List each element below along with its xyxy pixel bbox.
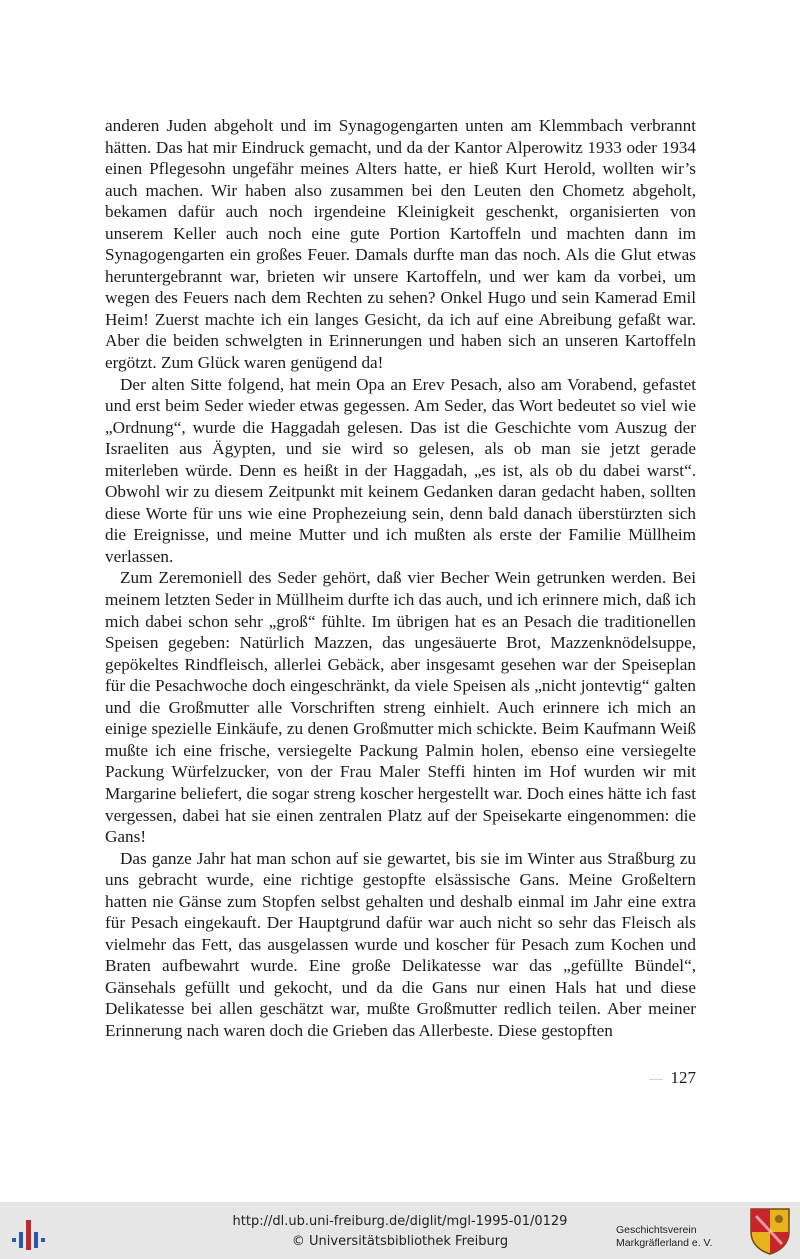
footer-copyright: © Universitätsbibliothek Freiburg <box>291 1234 509 1249</box>
library-logo-icon[interactable] <box>10 1210 50 1252</box>
paragraph-4: Das ganze Jahr hat man schon auf sie gewartet, bis sie im Winter aus Straßburg zu uns gebracht wurde, eine richtige gestopfte elsässische Gans. Meine Großeltern hatten nie Gänse zum Stopfen selbst gehalten und deshalb einmal im Jahr eine extra für Pesach eingekauft. Der Hauptgrund dafür war auch nicht so sehr das Fleisch als vielmehr das Fett, das ausgelassen wurde und koscher für Pesach zum Kochen und Braten aufbewahrt wurde. Eine große Delikatesse war das „gefüllte Bündel“, Gänsehals gefüllt und gekocht, und da die Gans nur einen Hals hat und diese Delikatesse bei allen geschätzt war, mußte Großmutter redlich teilen. Aber meiner Erinnerung nach waren doch die Grieben das Allerbeste. Diese gestopften <box>105 848 696 1040</box>
page-number <box>640 1068 696 1088</box>
footer-bar <box>0 1202 800 1259</box>
page-number-value: 127 <box>670 1068 696 1087</box>
page-body <box>105 115 696 1042</box>
footer-center <box>180 1212 620 1252</box>
paragraph-2: Der alten Sitte folgend, hat mein Opa an Erev Pesach, also am Vorabend, gefastet und erst beim Seder wieder etwas gegessen. Am Seder, das Wort bedeutet so viel wie „Ordnung“, wurde die Haggadah gelesen. Das ist die Geschichte vom Auszug der Israeliten aus Ägypten, und sie wird so gelesen, als ob man sie jetzt gerade miterleben würde. Denn es heißt in der Haggadah, „es ist, als ob du dabei warst“. Obwohl wir zu diesem Zeitpunkt mit keinem Gedanken daran gedacht haben, sollten diese Worte für uns wie eine Prophezeiung sein, denn bald danach überstürzten sich die Ereignisse, und meine Mutter und ich mußten als erste der Familie Müllheim verlassen. <box>105 374 696 566</box>
paragraph-3: Zum Zeremoniell des Seder gehört, daß vier Becher Wein getrunken werden. Bei meinem letzten Seder in Müllheim durfte ich das auch, und ich erinnere mich, daß ich mich dabei schon sehr „groß“ fühlte. Im übrigen hat es an Pesach die traditionellen Speisen gegeben: Natürlich Mazzen, das ungesäuerte Brot, Mazzenknödelsuppe, gepökeltes Rindfleisch, allerlei Gebäck, aber insgesamt gesehen war der Speiseplan für die Pesachwoche doch eingeschränkt, da viele Speisen als „nicht jontevtig“ galten und die Großmutter alle Vorschriften streng einhielt. Auch erinnere ich mich an einige spezielle Einkäufe, zu denen Großmutter mich schickte. Beim Kaufmann Weiß mußte ich eine frische, versiegelte Packung Palmin holen, ebenso eine versiegelte Packung Würfelzucker, von der Frau Maler Steffi hinten im Hof wurden wir mit Margarine beliefert, die sogar streng koscher hergestellt war. Doch eines hätte ich fast vergessen, dabei hat sie einen zentralen Platz auf der Speisekarte eingenommen: die Gans! <box>105 568 696 847</box>
coat-of-arms-icon[interactable] <box>748 1206 792 1256</box>
society-name <box>616 1224 713 1250</box>
society-name-line2: Markgräflerland e. V. <box>616 1237 713 1249</box>
paragraph-1: anderen Juden abgeholt und im Synagogengarten unten am Klemmbach verbrannt hätten. Das hat mir Eindruck gemacht, und da der Kantor Alperowitz 1933 oder 1934 einen Pflegesohn ungefähr meines Alters hatte, er hieß Kurt Herold, wollten wir’s auch machen. Wir haben also zusammen bei den Leuten den Chometz abgeholt, bekamen dafür auch noch irgendeine Kleinigkeit geschenkt, organisierten von unserem Keller auch noch eine gute Portion Kartoffeln und machten dann im Synagogengarten ein großes Feuer. Damals durfte man das noch. Als die Glut etwas heruntergebrannt war, brieten wir unsere Kartoffeln, und wer kam da vorbei, um wegen des Feuers nach dem Rechten zu sehen? Onkel Hugo und sein Kamerad Emil Heim! Zuerst machte ich ein langes Gesicht, da ich auf eine Abreibung gefaßt war. Aber die beiden schwelgten in Erinnerungen und haben sich an unseren Kartoffeln ergötzt. Zum Glück waren genügend da! <box>105 116 696 373</box>
society-name-line1: Geschichtsverein <box>616 1224 697 1236</box>
footer-url-link[interactable]: http://dl.ub.uni-freiburg.de/diglit/mgl-1995-01/0129 <box>232 1214 568 1229</box>
page-number-rule <box>649 1079 663 1080</box>
